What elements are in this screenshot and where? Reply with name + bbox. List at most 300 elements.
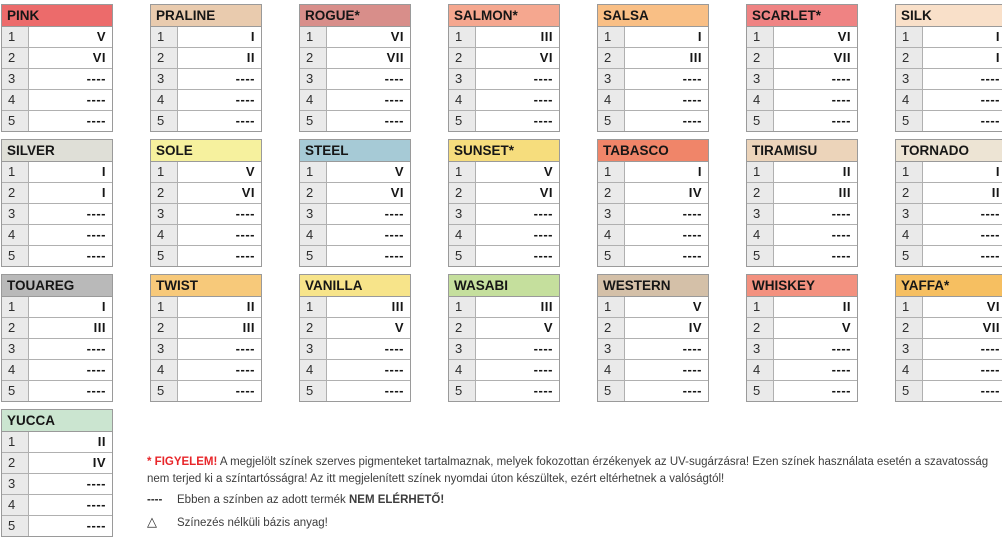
row-value: ---- [86,227,106,242]
table-row [2,27,112,48]
table-row [151,69,261,90]
row-number: 3 [747,204,774,224]
table-row [598,360,708,381]
not-available-note [147,492,999,508]
uv-warning-paragraph [147,454,999,487]
table-row [449,69,559,90]
table-row [598,225,708,246]
table-row [300,48,410,69]
warning-marker: * FIGYELEM! [147,456,218,468]
row-number: 2 [2,48,29,68]
row-value: ---- [682,71,702,86]
row-number: 4 [598,360,625,380]
row-number: 1 [2,297,29,317]
color-table [299,139,411,267]
row-value: ---- [86,92,106,107]
row-number: 4 [300,360,327,380]
row-number: 1 [747,162,774,182]
row-value: VI [390,185,404,200]
color-table [746,139,858,267]
row-value: ---- [235,92,255,107]
row-number: 3 [2,339,29,359]
table-row [2,474,112,495]
row-number: 3 [896,339,923,359]
table-row [747,339,857,360]
table-row [598,183,708,204]
table-row [896,90,1002,111]
row-value: ---- [682,362,702,377]
table-row [2,516,112,536]
row-value: ---- [533,341,553,356]
row-number: 2 [896,318,923,338]
table-row [300,69,410,90]
row-number: 3 [449,339,476,359]
row-number: 5 [300,111,327,131]
color-table [299,274,411,402]
row-number: 2 [747,318,774,338]
base-material-note [147,513,999,531]
not-available-bold: NEM ELÉRHETŐ! [348,494,445,507]
color-table [448,4,560,132]
color-table-header: ROGUE* [300,5,410,27]
color-table-header: PRALINE [151,5,261,27]
row-number: 2 [2,183,29,203]
table-row [449,204,559,225]
row-number: 1 [2,27,29,47]
row-number: 5 [151,111,178,131]
table-row [2,360,112,381]
table-row [896,48,1002,69]
row-value: ---- [831,341,851,356]
table-row [896,318,1002,339]
row-number: 3 [300,339,327,359]
row-number: 1 [449,27,476,47]
row-number: 1 [300,27,327,47]
row-number: 1 [151,297,178,317]
row-number: 1 [598,162,625,182]
row-value: I [101,164,106,179]
color-table-header: SALSA [598,5,708,27]
row-number: 4 [896,90,923,110]
row-value: ---- [831,383,851,398]
table-row [747,69,857,90]
row-value: III [391,299,404,314]
row-number: 2 [896,183,923,203]
row-value: VI [837,29,851,44]
row-number: 2 [449,183,476,203]
row-number: 2 [747,48,774,68]
row-number: 5 [598,246,625,266]
row-value: VI [390,29,404,44]
row-value: V [543,164,553,179]
table-row [449,48,559,69]
table-row [449,183,559,204]
row-value: ---- [831,248,851,263]
row-value: III [93,320,106,335]
row-number: 5 [151,381,178,401]
row-value: II [246,50,255,65]
row-value: II [991,185,1000,200]
row-number: 5 [449,246,476,266]
row-number: 5 [747,246,774,266]
row-value: I [697,29,702,44]
row-number: 2 [598,48,625,68]
table-row [598,318,708,339]
row-value: ---- [384,71,404,86]
row-number: 4 [151,360,178,380]
row-number: 3 [747,69,774,89]
row-value: II [97,434,106,449]
row-value: ---- [831,71,851,86]
row-value: ---- [235,383,255,398]
row-number: 3 [151,69,178,89]
row-value: ---- [682,113,702,128]
table-row [300,360,410,381]
row-value: III [540,299,553,314]
table-row [151,162,261,183]
row-value: ---- [533,362,553,377]
table-row [747,90,857,111]
row-number: 5 [747,381,774,401]
row-value: V [245,164,255,179]
row-number: 2 [449,48,476,68]
row-number: 4 [449,225,476,245]
row-value: ---- [682,92,702,107]
table-row [2,246,112,266]
table-row [449,246,559,266]
row-number: 1 [598,27,625,47]
row-value: III [689,50,702,65]
table-row [449,360,559,381]
row-number: 2 [598,183,625,203]
row-number: 1 [449,297,476,317]
row-number: 1 [896,27,923,47]
row-value: ---- [980,206,1000,221]
row-value: ---- [86,518,106,533]
row-value: ---- [86,113,106,128]
row-value: ---- [831,227,851,242]
row-value: I [995,50,1000,65]
table-row [300,27,410,48]
row-value: ---- [384,362,404,377]
table-row [151,318,261,339]
row-number: 1 [896,162,923,182]
table-row [300,297,410,318]
table-row [2,69,112,90]
row-number: 3 [449,69,476,89]
row-number: 2 [449,318,476,338]
row-value: ---- [533,113,553,128]
row-number: 3 [2,204,29,224]
row-value: ---- [384,383,404,398]
color-table-header: TORNADO [896,140,1002,162]
color-table [1,274,113,402]
row-number: 5 [300,246,327,266]
row-value: ---- [86,497,106,512]
color-table [746,4,858,132]
table-row [747,48,857,69]
table-row [598,48,708,69]
row-number: 3 [300,204,327,224]
table-row [151,183,261,204]
row-number: 1 [2,432,29,452]
row-value: V [394,320,404,335]
color-table [150,274,262,402]
row-number: 4 [598,225,625,245]
row-value: ---- [831,206,851,221]
row-value: ---- [384,113,404,128]
row-number: 5 [896,246,923,266]
color-table [746,274,858,402]
table-row [300,318,410,339]
row-value: ---- [384,92,404,107]
color-table [597,139,709,267]
table-row [896,297,1002,318]
base-material-text: Színezés nélküli bázis anyag! [177,517,328,530]
table-row [449,90,559,111]
color-table-header: SILVER [2,140,112,162]
color-table [895,274,1002,402]
color-table-header: PINK [2,5,112,27]
table-row [598,69,708,90]
row-value: III [540,29,553,44]
color-table-header: TOUAREG [2,275,112,297]
table-row [598,297,708,318]
table-row [747,162,857,183]
table-row [896,69,1002,90]
table-row [449,318,559,339]
row-number: 2 [151,183,178,203]
table-row [747,246,857,266]
row-number: 3 [896,204,923,224]
row-value: ---- [86,341,106,356]
table-row [2,297,112,318]
row-value: II [842,164,851,179]
row-value: ---- [384,248,404,263]
row-value: VI [241,185,255,200]
row-value: ---- [235,341,255,356]
row-number: 4 [449,90,476,110]
row-value: ---- [682,248,702,263]
row-number: 4 [2,360,29,380]
row-value: ---- [86,248,106,263]
table-row [449,297,559,318]
row-value: VII [386,50,404,65]
row-value: ---- [533,92,553,107]
row-number: 5 [2,111,29,131]
row-value: V [96,29,106,44]
table-row [747,204,857,225]
table-row [598,111,708,131]
row-number: 2 [598,318,625,338]
row-number: 1 [747,27,774,47]
dash-symbol: ---- [147,494,163,507]
row-number: 2 [2,318,29,338]
table-row [896,183,1002,204]
color-table-header: SOLE [151,140,261,162]
not-available-text: Ebben a színben az adott termék NEM ELÉRHETŐ! [177,494,445,507]
row-number: 1 [747,297,774,317]
table-row [598,27,708,48]
row-number: 4 [151,225,178,245]
table-row [896,225,1002,246]
row-number: 4 [2,495,29,515]
table-row [896,111,1002,131]
table-row [300,246,410,266]
row-number: 3 [2,69,29,89]
color-table-header: YUCCA [2,410,112,432]
table-row [449,225,559,246]
color-table-header: SALMON* [449,5,559,27]
row-number: 1 [151,162,178,182]
table-row [598,381,708,401]
table-row [747,297,857,318]
table-row [896,246,1002,266]
row-number: 4 [747,90,774,110]
row-number: 3 [598,204,625,224]
color-table-header: WASABI [449,275,559,297]
color-table-header: WHISKEY [747,275,857,297]
table-row [151,204,261,225]
row-value: ---- [980,92,1000,107]
row-value: IV [92,455,106,470]
row-number: 4 [300,225,327,245]
table-row [598,204,708,225]
row-value: ---- [86,71,106,86]
row-number: 2 [300,48,327,68]
row-value: V [692,299,702,314]
color-table [597,274,709,402]
row-number: 3 [151,204,178,224]
row-number: 4 [2,90,29,110]
row-number: 2 [151,48,178,68]
row-number: 1 [300,162,327,182]
table-row [2,381,112,401]
row-value: VII [982,320,1000,335]
row-value: ---- [831,362,851,377]
table-row [300,225,410,246]
row-number: 3 [598,69,625,89]
row-value: ---- [86,206,106,221]
color-table [1,409,113,537]
table-row [2,225,112,246]
table-row [2,453,112,474]
row-value: IV [688,320,702,335]
row-value: II [842,299,851,314]
row-number: 5 [598,111,625,131]
row-value: ---- [533,227,553,242]
row-number: 5 [747,111,774,131]
table-row [449,111,559,131]
table-row [449,162,559,183]
table-row [449,381,559,401]
color-table [597,4,709,132]
row-number: 5 [598,381,625,401]
row-value: III [838,185,851,200]
color-table [150,4,262,132]
row-value: ---- [235,71,255,86]
row-value: ---- [86,476,106,491]
row-number: 1 [598,297,625,317]
row-value: ---- [235,113,255,128]
row-value: ---- [682,227,702,242]
row-value: ---- [235,206,255,221]
table-row [747,381,857,401]
row-value: V [841,320,851,335]
row-number: 1 [2,162,29,182]
color-table-header: STEEL [300,140,410,162]
row-value: ---- [384,341,404,356]
row-number: 4 [449,360,476,380]
table-row [449,339,559,360]
table-row [598,90,708,111]
row-number: 4 [2,225,29,245]
row-number: 5 [449,111,476,131]
table-row [151,339,261,360]
row-value: ---- [980,383,1000,398]
row-number: 5 [300,381,327,401]
row-value: II [246,299,255,314]
table-row [300,339,410,360]
table-row [896,204,1002,225]
row-value: ---- [980,362,1000,377]
table-row [2,183,112,204]
table-row [747,225,857,246]
row-number: 3 [598,339,625,359]
row-number: 2 [747,183,774,203]
warning-text: A megjelölt színek szerves pigmenteket tartalmaznak, melyek fokozottan érzékenyek az UV-sugárzásra! Ezen színek használata esetén a szavatosság nem terjed ki a színtartósságra! Az itt megjelenített színek nyomdai úton készültek, ezért eltérhetnek a valóságtól! [147,456,989,485]
row-value: ---- [980,248,1000,263]
table-row [151,48,261,69]
table-row [151,360,261,381]
row-number: 5 [2,381,29,401]
row-number: 4 [896,225,923,245]
color-table-header: VANILLA [300,275,410,297]
row-number: 5 [449,381,476,401]
row-number: 5 [2,246,29,266]
table-row [300,90,410,111]
color-table [448,139,560,267]
table-row [2,339,112,360]
row-number: 3 [449,204,476,224]
row-value: ---- [533,71,553,86]
color-table [895,139,1002,267]
row-number: 4 [300,90,327,110]
color-table [448,274,560,402]
table-row [300,381,410,401]
row-number: 4 [896,360,923,380]
row-number: 1 [449,162,476,182]
table-row [598,246,708,266]
table-row [598,339,708,360]
row-number: 2 [151,318,178,338]
row-value: I [101,299,106,314]
row-number: 5 [896,381,923,401]
row-number: 3 [747,339,774,359]
row-value: VI [539,50,553,65]
row-value: V [543,320,553,335]
color-table [895,4,1002,132]
color-table-header: SILK [896,5,1002,27]
row-number: 3 [300,69,327,89]
table-row [2,318,112,339]
row-number: 4 [151,90,178,110]
table-row [300,111,410,131]
row-value: VII [833,50,851,65]
color-table-header: SCARLET* [747,5,857,27]
row-value: ---- [235,362,255,377]
table-row [151,246,261,266]
